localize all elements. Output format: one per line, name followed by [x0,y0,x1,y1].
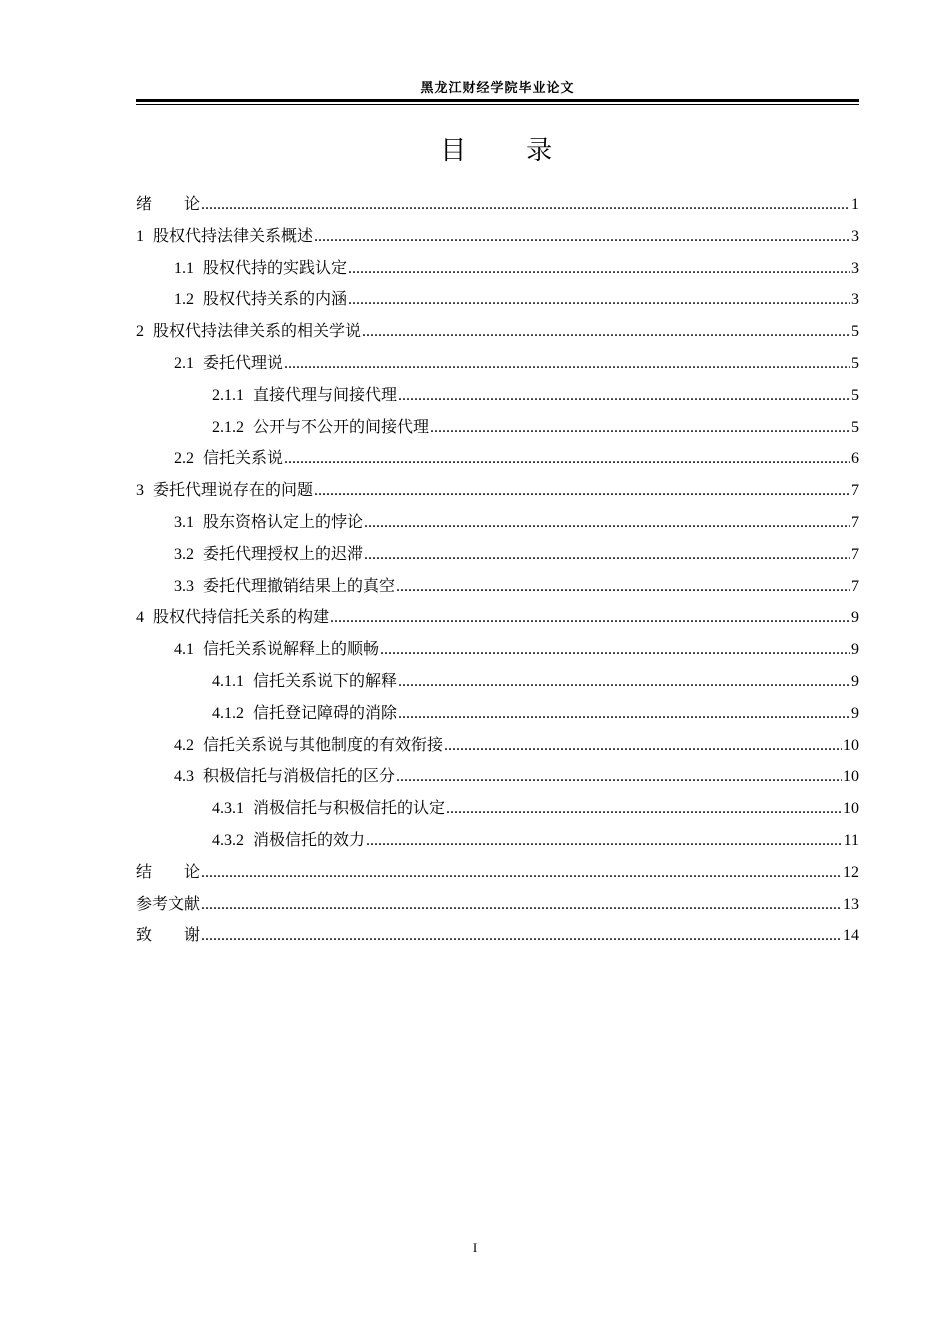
toc-entry-page: 9 [851,704,859,722]
toc-entry-page: 3 [851,291,859,309]
toc-dot-leader [398,666,850,698]
toc-entry-number: 3.3 [174,577,194,595]
table-of-contents [136,188,859,951]
toc-entry-page: 10 [843,768,859,786]
toc-entry-page: 13 [843,895,859,913]
toc-entry-title: 结 论 [136,861,201,881]
toc-entry-page: 12 [843,863,859,881]
toc-dot-leader [446,793,842,825]
toc-entry[interactable] [136,474,859,506]
toc-dot-leader [201,857,842,889]
toc-dot-leader [398,380,850,412]
toc-entry-title: 绪 论 [136,194,201,213]
toc-dot-leader [284,348,850,380]
toc-dot-leader [348,253,850,285]
toc-entry-title: 股权代持信托关系的构建 [153,607,330,627]
toc-entry[interactable] [136,792,859,824]
toc-entry-title: 积极信托与消极信托的区分 [203,766,396,786]
toc-entry-page: 9 [851,672,859,690]
toc-dot-leader [380,634,850,666]
toc-dot-leader [362,316,850,348]
toc-dot-leader [330,602,850,634]
toc-entry[interactable] [136,760,859,792]
toc-entry-page: 3 [851,227,859,245]
toc-entry[interactable] [136,729,859,761]
toc-entry-title: 信托关系说下的解释 [253,670,398,690]
toc-entry-number: 2.2 [174,450,194,468]
toc-entry-title: 委托代理说 [203,352,284,372]
running-header: 黑龙江财经学院毕业论文 [420,81,575,96]
toc-entry-title: 公开与不公开的间接代理 [253,416,430,436]
toc-entry[interactable] [136,824,859,856]
toc-entry[interactable] [136,252,859,284]
toc-entry-number: 3.2 [174,545,194,563]
toc-entry-number: 4.3.1 [212,800,244,818]
toc-entry-title: 信托关系说解释上的顺畅 [203,639,380,659]
toc-dot-leader [284,443,850,475]
toc-dot-leader [314,475,850,507]
toc-entry-number: 1.1 [174,259,194,277]
toc-entry[interactable] [136,379,859,411]
toc-entry[interactable] [136,633,859,665]
toc-entry[interactable] [136,188,859,220]
toc-entry-page: 3 [851,259,859,277]
toc-entry[interactable] [136,665,859,697]
toc-entry-page: 7 [851,545,859,563]
toc-dot-leader [398,698,850,730]
toc-dot-leader [364,539,850,571]
toc-entry[interactable] [136,347,859,379]
toc-entry-number: 3 [136,482,144,500]
toc-entry-number: 1 [136,227,144,245]
toc-entry-page: 5 [851,386,859,404]
toc-title: 目 录 [440,136,555,166]
toc-dot-leader [348,284,850,316]
toc-entry-number: 4.1 [174,641,194,659]
toc-entry-title: 消极信托的效力 [253,829,366,849]
toc-entry[interactable] [136,442,859,474]
toc-dot-leader [444,730,842,762]
toc-entry[interactable] [136,538,859,570]
toc-dot-leader [364,507,850,539]
toc-entry-number: 4.1.2 [212,704,244,722]
toc-entry-page: 9 [851,641,859,659]
toc-entry-title: 委托代理撤销结果上的真空 [203,575,396,595]
toc-dot-leader [396,571,850,603]
toc-entry-title: 参考文献 [136,893,201,913]
toc-entry[interactable] [136,220,859,252]
toc-entry-number: 4 [136,609,144,627]
toc-entry-page: 9 [851,609,859,627]
toc-entry[interactable] [136,697,859,729]
toc-entry-page: 10 [843,736,859,754]
toc-entry-title: 信托登记障碍的消除 [253,702,398,722]
toc-entry-title: 致 谢 [136,925,201,945]
toc-entry[interactable] [136,919,859,951]
toc-entry-title: 委托代理授权上的迟滞 [203,543,364,563]
header-rule-thick [136,99,859,102]
toc-entry-number: 1.2 [174,291,194,309]
toc-entry-number: 4.1.1 [212,672,244,690]
toc-dot-leader [201,889,842,921]
toc-entry-title: 信托关系说 [203,448,284,468]
toc-entry-page: 11 [843,831,859,849]
toc-entry-title: 委托代理说存在的问题 [153,480,314,500]
toc-entry-page: 14 [843,927,859,945]
toc-entry-title: 股权代持法律关系概述 [153,225,314,245]
toc-entry[interactable] [136,601,859,633]
toc-entry-page: 5 [851,323,859,341]
toc-entry-title: 直接代理与间接代理 [253,384,398,404]
page-number: I [472,1240,478,1255]
toc-entry-page: 10 [843,800,859,818]
toc-dot-leader [314,221,850,253]
header-rule-thin [136,104,859,105]
toc-dot-leader [201,189,850,221]
toc-entry-page: 5 [851,354,859,372]
toc-entry[interactable] [136,506,859,538]
toc-dot-leader [366,825,843,857]
toc-entry-title: 股权代持关系的内涵 [203,289,348,309]
toc-entry[interactable] [136,283,859,315]
toc-dot-leader [430,412,850,444]
toc-entry-page: 7 [851,513,859,531]
toc-entry-title: 消极信托与积极信托的认定 [253,798,446,818]
toc-entry-number: 3.1 [174,513,194,531]
toc-entry-page: 7 [851,482,859,500]
toc-entry-number: 2 [136,323,144,341]
toc-entry-number: 2.1 [174,354,194,372]
toc-entry-number: 4.3.2 [212,831,244,849]
toc-entry-title: 股权代持法律关系的相关学说 [153,321,362,341]
toc-entry-page: 6 [851,450,859,468]
toc-dot-leader [201,920,842,952]
toc-dot-leader [396,761,842,793]
toc-entry-page: 7 [851,577,859,595]
toc-entry[interactable] [136,411,859,443]
toc-entry-number: 4.2 [174,736,194,754]
toc-entry-page: 5 [851,418,859,436]
toc-entry-title: 股东资格认定上的悖论 [203,511,364,531]
toc-entry-number: 2.1.2 [212,418,244,436]
toc-entry-number: 4.3 [174,768,194,786]
toc-entry-title: 信托关系说与其他制度的有效衔接 [203,734,444,754]
toc-entry[interactable] [136,315,859,347]
toc-entry[interactable] [136,856,859,888]
toc-entry-title: 股权代持的实践认定 [203,257,348,277]
toc-entry-number: 2.1.1 [212,386,244,404]
toc-entry-page: 1 [851,196,859,213]
toc-entry[interactable] [136,570,859,602]
toc-entry[interactable] [136,888,859,920]
